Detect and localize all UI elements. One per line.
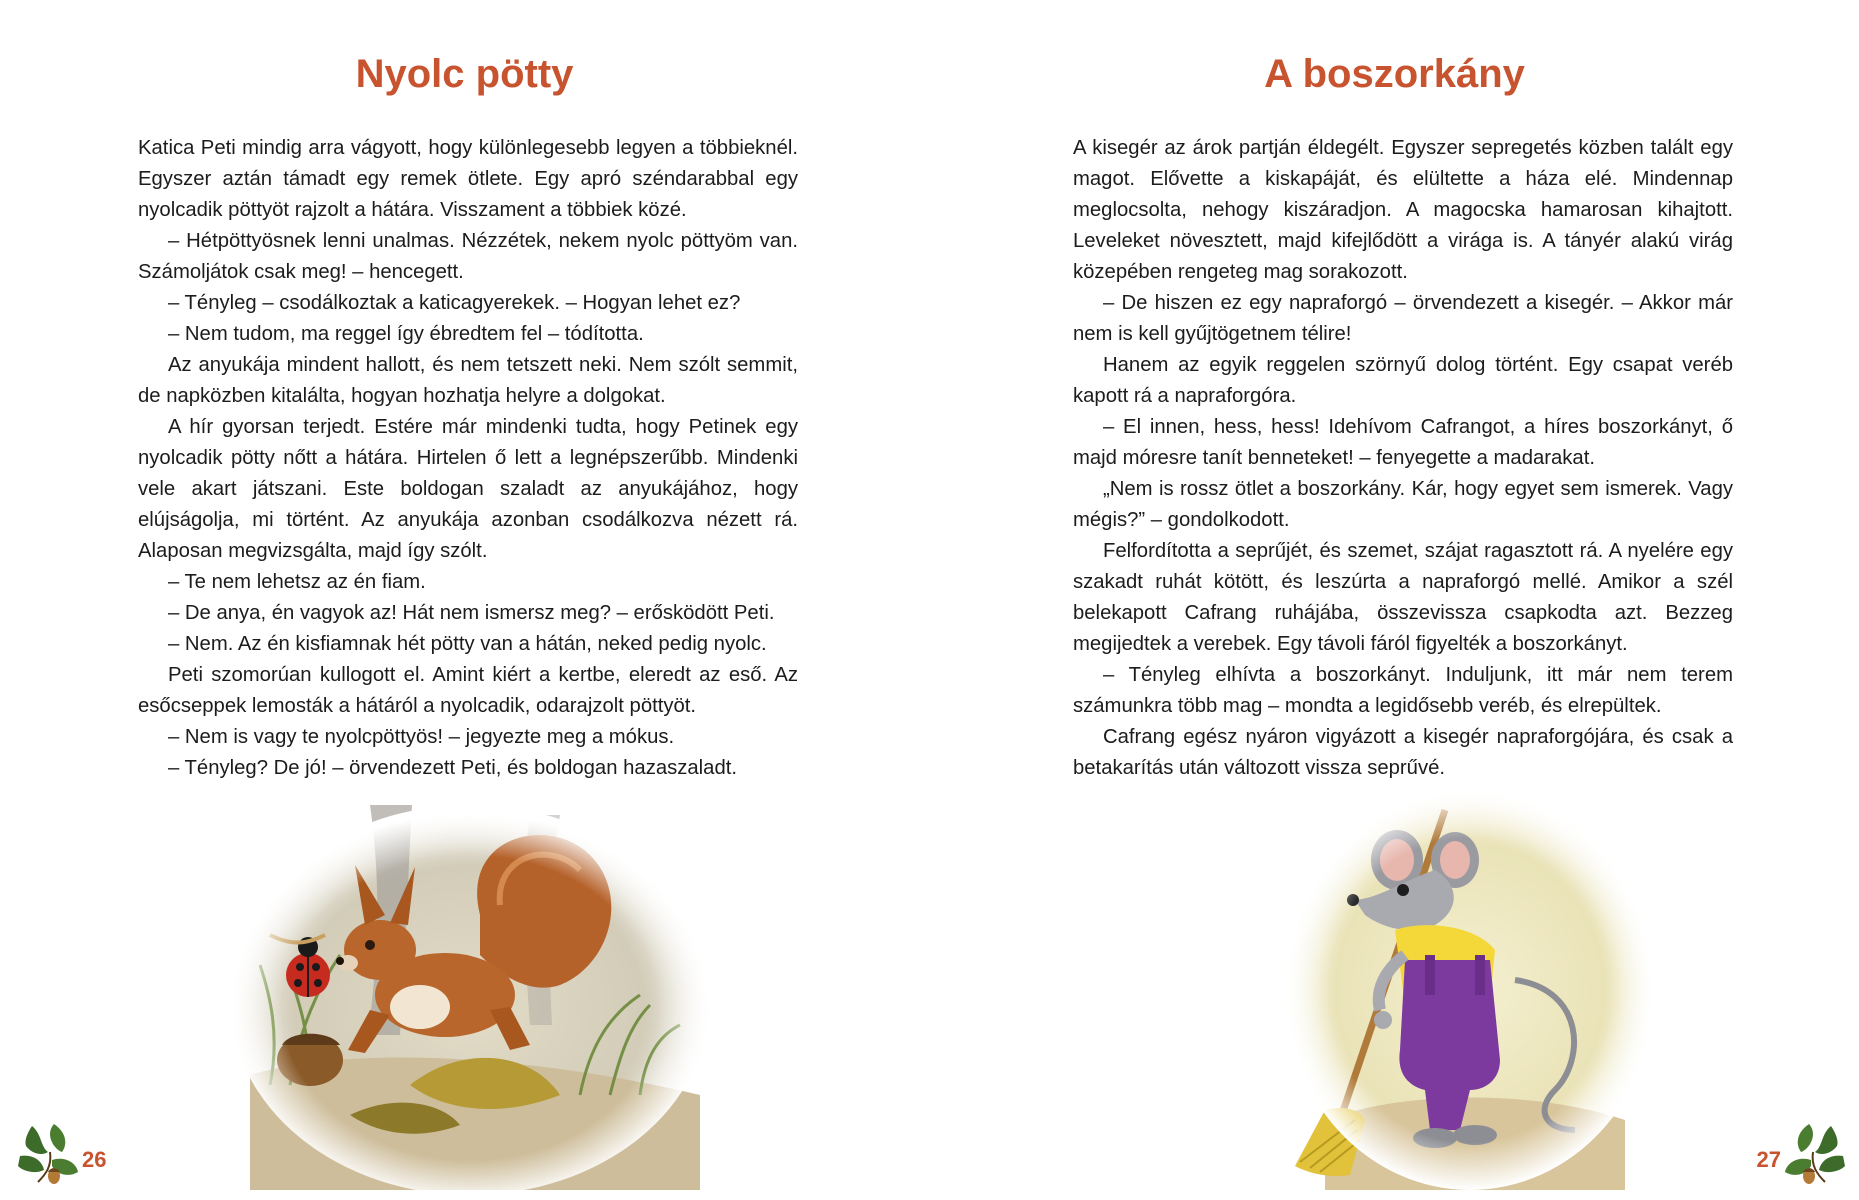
paragraph: – Hétpöttyösnek lenni unalmas. Nézzétek, nekem nyolc pöttyöm van. Számoljátok csak meg! – hencegett. xyxy=(138,230,798,283)
squirrel-and-ladybug-illustration xyxy=(230,795,710,1190)
paragraph: – Nem is vagy te nyolcpöttyös! – jegyezte meg a mókus. xyxy=(168,726,675,748)
left-page-title: Nyolc pötty xyxy=(355,52,574,96)
paragraph: Katica Peti mindig arra vágyott, hogy különlegesebb legyen a többieknél. Egyszer aztán támadt egy remek ötlete. Egy apró széndarabbal egy nyolcadik pöttyöt rajzolt a hátára. Visszament a többiek közé. xyxy=(138,137,798,221)
paragraph: „Nem is rossz ötlet a boszorkány. Kár, hogy egyet sem ismerek. Vagy mégis?” – gondolkodott. xyxy=(1073,478,1733,531)
paragraph: – Te nem lehetsz az én fiam. xyxy=(168,571,426,593)
paragraph: – De hiszen ez egy napraforgó – örvendezett a kisegér. – Akkor már nem is kell gyűjtögetnem télire! xyxy=(1073,292,1733,345)
paragraph: Hanem az egyik reggelen szörnyű dolog történt. Egy csapat veréb kapott rá a napraforgóra. xyxy=(1073,354,1733,407)
paragraph: – Nem. Az én kisfiamnak hét pötty van a hátán, neked pedig nyolc. xyxy=(168,633,767,655)
paragraph: – Tényleg – csodálkoztak a katicagyerekek. – Hogyan lehet ez? xyxy=(168,292,741,314)
paragraph: Az anyukája mindent hallott, és nem tetszett neki. Nem szólt semmit, de napközben kitalálta, hogyan hozhatja helyre a dolgokat. xyxy=(138,354,798,407)
paragraph: Cafrang egész nyáron vigyázott a kisegér napraforgójára, és csak a betakarítás után változott vissza seprűvé. xyxy=(1073,726,1733,779)
paragraph: – Tényleg? De jó! – örvendezett Peti, és boldogan hazaszaladt. xyxy=(168,757,738,779)
paragraph: Felfordította a seprűjét, és szemet, szájat ragasztott rá. A nyelére egy szakadt ruhát kötött, és leszúrta a napraforgó mellé. Amikor a szél belekapott Cafrang ruhájába, összevissza csapkodta azt. Bezzeg megijedtek a verebek. Egy távoli fáról figyelték a boszorkányt. xyxy=(1073,540,1733,655)
paragraph: – Nem tudom, ma reggel így ébredtem fel – tódította. xyxy=(168,323,644,345)
paragraph: Peti szomorúan kullogott el. Amint kiért a kertbe, eleredt az eső. Az esőcseppek lemosták a hátáról a nyolcadik, odarajzolt pöttyöt. xyxy=(138,664,798,717)
paragraph: – Tényleg elhívta a boszorkányt. Induljunk, itt már nem terem számunkra több mag – mondta a legidősebb veréb, és elrepültek. xyxy=(1073,664,1733,717)
paragraph: A kisegér az árok partján éldegélt. Egyszer sepregetés közben talált egy magot. Elővette a kiskapáját, és elültette a háza elé. Mindennap meglocsolta, nehogy kiszáradjon. A magocska hamarosan kihajtott. Leveleket növesztett, majd kifejlődött a virága is. A tányér alakú virág közepében rengeteg mag sorakozott. xyxy=(1073,137,1733,283)
right-page-title: A boszorkány xyxy=(1264,52,1525,96)
left-page xyxy=(0,0,929,1200)
oak-leaf-acorn-icon xyxy=(1779,1116,1851,1188)
paragraph: – De anya, én vagyok az! Hát nem ismersz meg? – erősködött Peti. xyxy=(168,602,775,624)
page-number: 26 xyxy=(82,1147,107,1172)
oak-leaf-acorn-icon xyxy=(12,1116,84,1188)
left-page-body xyxy=(138,133,798,784)
paragraph: A hír gyorsan terjedt. Estére már mindenki tudta, hogy Petinek egy nyolcadik pötty nőtt a hátára. Hirtelen ő lett a legnépszerűbb. Mindenki vele akart játszani. Este boldogan szaladt az anyukájához, hogy elújságolja, mi történt. Az anyukája azonban csodálkozva nézett rá. Alaposan megvizsgálta, majd így szólt. xyxy=(138,416,798,562)
mouse-with-broom-illustration xyxy=(1285,790,1655,1190)
paragraph: – El innen, hess, hess! Idehívom Cafrangot, a híres boszorkányt, ő majd móresre tanít benneteket! – fenyegette a madarakat. xyxy=(1073,416,1733,469)
right-page-body xyxy=(1073,133,1733,784)
right-page xyxy=(930,0,1859,1200)
page-number: 27 xyxy=(1756,1147,1781,1172)
